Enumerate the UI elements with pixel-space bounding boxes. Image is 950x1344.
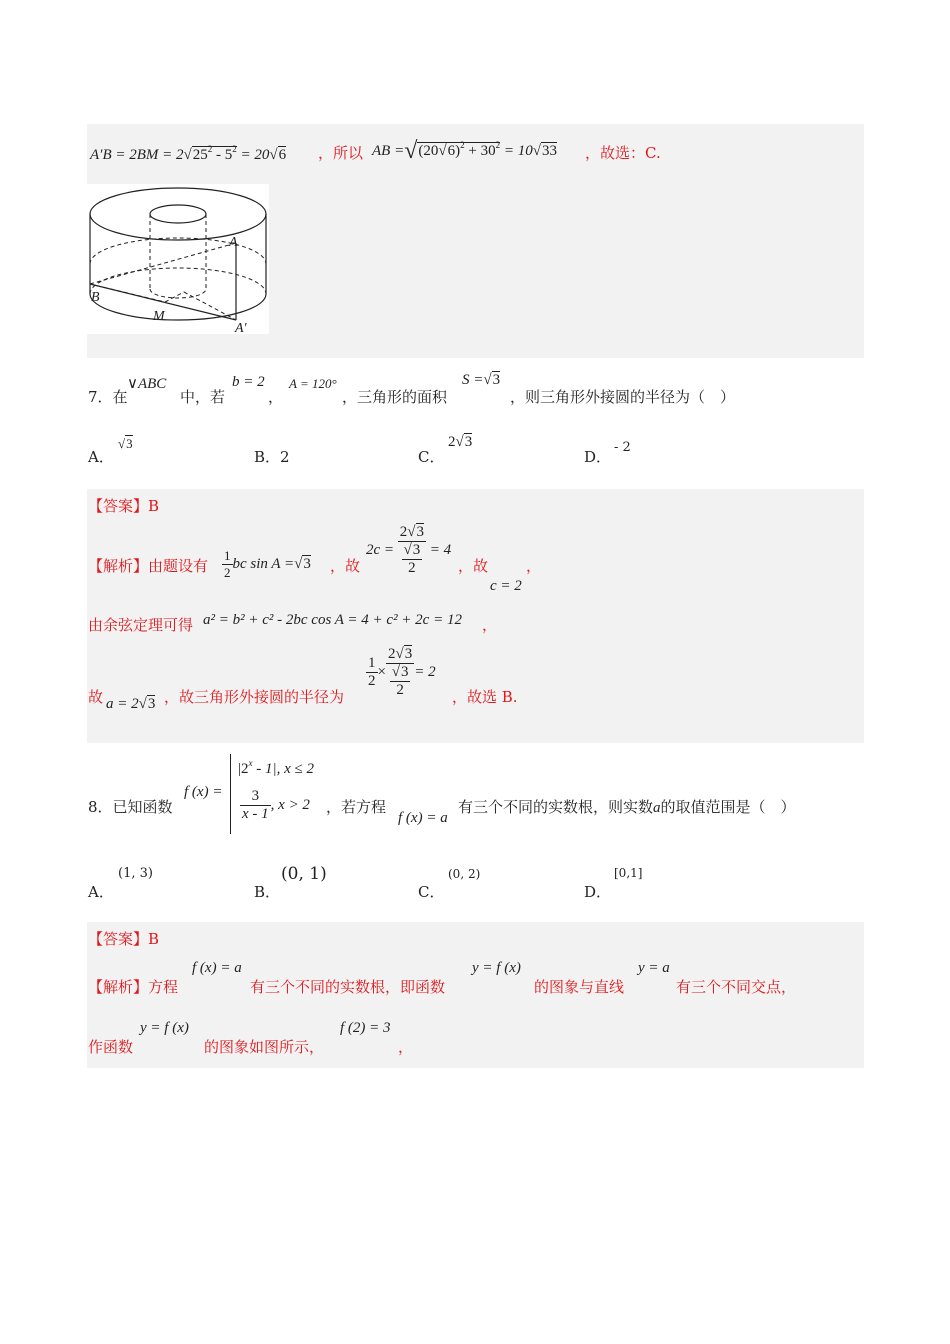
fraction-case-2 (240, 788, 271, 823)
label-a-prime: A′ (235, 321, 247, 334)
formula-part: A′B = 2BM = 2 (90, 147, 184, 163)
q7-area-text: ，三角形的面积 (342, 388, 448, 406)
fraction-half (222, 548, 233, 581)
formula-part: bc sin A = (232, 555, 295, 572)
formula-part: a = 2 (106, 696, 139, 712)
q7-b-eq: b = 2 (232, 374, 265, 390)
formula-part: 2 (448, 434, 456, 450)
jiexi-8-label: 【解析】方程 (88, 978, 179, 996)
formula-part: 的取值范围是（ ） (660, 798, 796, 816)
q7-option-a[interactable] (88, 446, 114, 467)
numerator: 2√3 (399, 524, 425, 540)
option-label: D． (584, 448, 612, 466)
jiexi-7-radius-formula (366, 646, 436, 699)
jiexi-8-eq5: f (2) = 3 (340, 1020, 391, 1036)
formula-part: × (377, 664, 386, 680)
q8-tail (458, 796, 796, 817)
q7-s-eq: S =√3 (462, 372, 501, 388)
formula-part: - 1|, x ≤ 2 (252, 761, 315, 777)
formula-part: 2 (399, 524, 408, 540)
formula-ab-bm: $A'B = 2BM = 2√25^2 - 5^2 = 20√6$ (90, 144, 287, 163)
formula-part: 3 (126, 436, 133, 451)
formula-part: 3 (492, 372, 501, 388)
fraction-2c (398, 524, 426, 577)
numerator: 1 (224, 548, 231, 563)
formula-part: 3 (412, 542, 421, 558)
q8-fx: f (x) = (184, 784, 223, 800)
q8-option-d-value: [0,1] (614, 866, 643, 880)
q7-option-c-value: 2√3 (448, 434, 473, 450)
formula-part: = 2 (414, 664, 436, 680)
jiexi-7-comma: ， (526, 557, 542, 575)
option-label: B． (254, 883, 281, 901)
q7-comma: ， (268, 388, 284, 406)
q8-option-c[interactable] (418, 881, 444, 902)
formula-ab-length: AB $=√(20√6)^2 + 30^2 = 10√33$ (372, 138, 557, 164)
formula-part: = 4 (429, 542, 452, 558)
denominator: 2 (224, 565, 231, 580)
jiexi-8-eq3: y = a (638, 960, 670, 976)
formula-part: = 10 (500, 143, 533, 159)
jiexi-8-eq1: f (x) = a (192, 960, 242, 976)
option-label: A． (88, 883, 114, 901)
jiexi-7-formula-1: $\frac{1}{2}$ bc sin A =√3 (224, 548, 311, 580)
formula-part: + 30 (464, 143, 496, 159)
formula-part: = 20 (236, 147, 270, 163)
numerator: 2√3 (387, 646, 413, 662)
numerator: 3 (251, 788, 260, 804)
q8-option-a-value: (1, 3) (118, 866, 153, 881)
jiexi-7-cos-formula: a² = b² + c² - 2bc cos A = 4 + c² + 2c = 12 (203, 612, 462, 628)
option-label: B． (254, 448, 281, 466)
q7-number: 7．在 (88, 388, 128, 406)
formula-part: 3 (303, 555, 311, 572)
answer-7-label: 【答案】B (88, 497, 160, 515)
formula-part: S = (462, 372, 484, 388)
q7-mid: 中，若 (180, 388, 226, 406)
numerator: 1 (368, 655, 376, 671)
formula-part: 2 (207, 144, 213, 154)
jiexi-8-line2-a: 作函数 (88, 1038, 134, 1056)
jiexi-7-cos-text: 由余弦定理可得 (88, 616, 194, 634)
label-a: A (229, 235, 238, 250)
q8-option-b-value: (0, 1) (281, 864, 327, 884)
cylinder-figure (87, 184, 269, 334)
formula-part: 3 (416, 524, 425, 540)
q8-option-d[interactable] (584, 881, 611, 902)
formula-part (192, 146, 237, 163)
option-label: C． (418, 448, 445, 466)
q8-case-2 (240, 788, 310, 823)
formula-part: 6 (278, 147, 287, 163)
formula-part: 25 (192, 147, 208, 163)
cylinder-svg (87, 184, 269, 334)
jiexi-8-t3: 有三个不同交点， (676, 978, 797, 996)
option-label: C． (418, 883, 445, 901)
jiexi-7-last-gu: 故 (88, 688, 104, 706)
jiexi-7-a-eq: a = 2√3 (106, 696, 156, 712)
jiexi-7-last-mid: ，故三角形外接圆的半径为 (164, 688, 345, 706)
formula-part: AB = (372, 143, 405, 159)
label-b: B (91, 290, 100, 305)
formula-part: 2c = (366, 542, 395, 558)
jiexi-7-gu2: ，故 (458, 557, 489, 575)
q7-a-eq: A = 120° (289, 376, 337, 391)
formula-part: - 5 (212, 147, 233, 163)
formula-part: 3 (404, 646, 413, 662)
q7-triangle: ∨ABC (127, 376, 167, 392)
jiexi-8-eq4: y = f (x) (140, 1020, 189, 1036)
formula-part: 33 (541, 143, 557, 159)
jiexi-8-line2-b: 的图象如图所示， (204, 1038, 325, 1056)
denominator: 2 (402, 559, 423, 577)
formula-part: , x > 2 (270, 797, 310, 813)
q7-option-b[interactable] (254, 446, 290, 467)
q8-number: 8．已知函数 (88, 798, 173, 816)
jiexi-8-t2: 的图象与直线 (534, 978, 625, 996)
q7-option-d[interactable] (584, 446, 611, 467)
option-label: D． (584, 883, 612, 901)
formula-part: 3 (464, 434, 473, 450)
fraction-half-2 (366, 655, 378, 690)
jiexi-8-t1: 有三个不同的实数根，即函数 (250, 978, 446, 996)
q8-option-b[interactable] (254, 881, 280, 902)
q8-case-1 (238, 758, 314, 778)
formula-part: 6 (447, 143, 456, 159)
formula-part: 2 (232, 144, 237, 154)
denominator: x - 1 (242, 806, 269, 822)
inner-fraction: $\frac{√3}{2}$ (403, 542, 421, 576)
denominator: 2 (368, 673, 376, 689)
text-so: ，所以 (318, 144, 364, 162)
q8-option-c-value: (0, 2) (448, 867, 481, 881)
q8-option-a[interactable] (88, 881, 114, 902)
q8-eq: f (x) = a (398, 810, 448, 826)
q7-tail: ，则三角形外接圆的半径为（ ） (510, 388, 736, 406)
formula-part: ) (455, 143, 461, 159)
denominator (398, 541, 426, 577)
jiexi-7-formula-2c (366, 524, 451, 577)
jiexi-7-label: 【解析】由题设有 (88, 557, 209, 575)
jiexi-7-last-end: ，故选 B. (452, 688, 518, 706)
answer-8-label: 【答案】B (88, 930, 160, 948)
formula-part: a (653, 800, 661, 816)
formula-part: 2 (495, 140, 501, 150)
formula-part: 2 (387, 646, 396, 662)
fraction-radius (386, 646, 414, 699)
q7-option-d-value: - 2 (614, 440, 631, 455)
text-choose-c: ，故选：C. (585, 144, 661, 162)
formula-part: 2 (460, 140, 465, 150)
formula-part: $(20√6)^2 + 30^2$ (418, 140, 501, 159)
option-value: 2 (280, 448, 290, 466)
formula-part: x (248, 758, 253, 768)
q8-if-text: ，若方程 (326, 798, 387, 816)
formula-part: (20 (418, 143, 439, 159)
jiexi-8-eq2: y = f (x) (472, 960, 521, 976)
formula-part: 3 (147, 696, 156, 712)
formula-part: 有三个不同的实数根，则实数 (458, 798, 654, 816)
jiexi-8-line2-end: ， (398, 1038, 414, 1056)
jiexi-7-c-eq: c = 2 (490, 578, 522, 594)
inner-fraction: $\frac{√3}{2}$ (391, 664, 409, 698)
formula-part: |2 (238, 761, 249, 777)
jiexi-7-cos-end: ， (482, 616, 498, 634)
label-m: M (153, 309, 165, 324)
q7-option-a-value: √3 (118, 436, 133, 451)
option-label: A． (88, 448, 114, 466)
jiexi-7-gu: ，故 (330, 557, 361, 575)
denominator (386, 663, 414, 699)
q7-option-c[interactable] (418, 446, 444, 467)
denominator: 2 (390, 681, 411, 699)
formula-part: 3 (400, 664, 409, 680)
